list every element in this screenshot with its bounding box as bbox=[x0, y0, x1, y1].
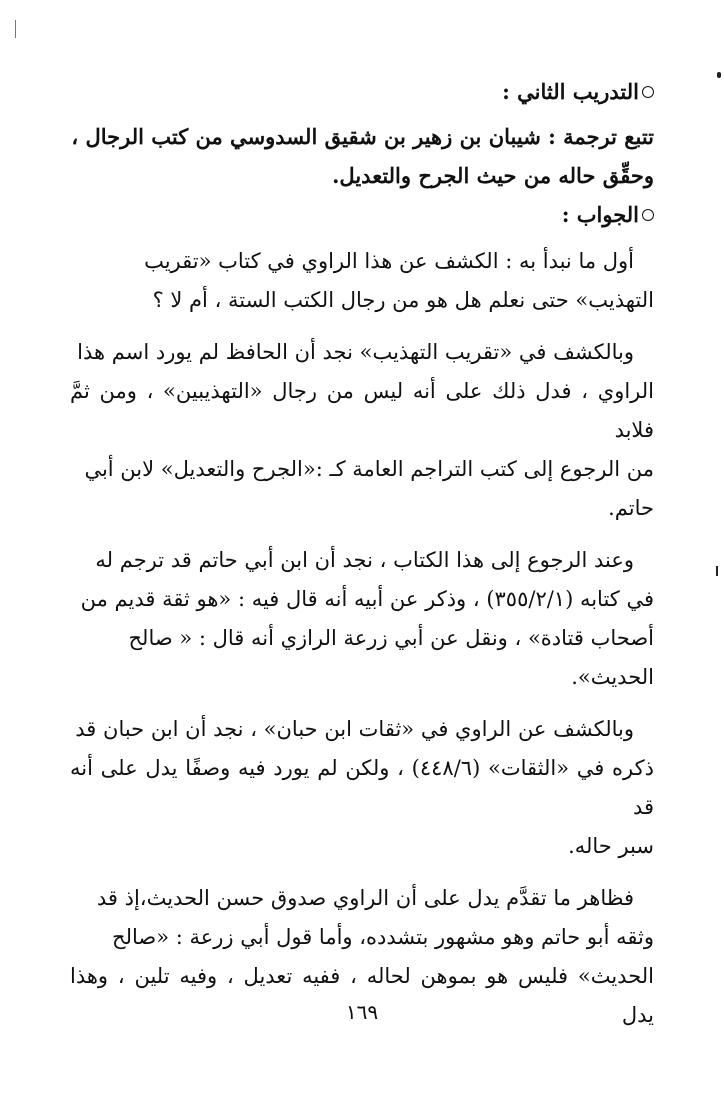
task-line: وحقِّق حاله من حيث الجرح والتعديل. bbox=[332, 163, 654, 188]
text-line: الحديث». bbox=[571, 665, 654, 689]
text-line: وثقه أبو حاتم وهو مشهور بتشدده، وأما قول أبي زرعة : «صالح bbox=[112, 925, 654, 949]
section-heading: التدريب الثاني : bbox=[70, 72, 654, 111]
paragraph bbox=[70, 333, 654, 528]
paragraph bbox=[70, 541, 654, 697]
margin-mark bbox=[717, 72, 721, 78]
text-line: أول ما نبدأ به : الكشف عن هذا الراوي في كتاب «تقريب bbox=[144, 249, 634, 273]
task-line: تتبع ترجمة : شيبان بن زهير بن شقيق السدوسي من كتب الرجال ، bbox=[71, 124, 654, 149]
text-line: فظاهر ما تقدَّم يدل على أن الراوي صدوق حسن الحديث،إذ قد bbox=[96, 886, 634, 910]
paragraph bbox=[70, 710, 654, 866]
text-line: حاتم. bbox=[608, 496, 654, 520]
text-line: التهذيب» حتى نعلم هل هو من رجال الكتب الستة ، أم لا ؟ bbox=[152, 288, 654, 312]
text-line: الراوي ، فدل ذلك على أنه ليس من رجال «التهذيبين» ، ومن ثمَّ فلابد bbox=[70, 379, 654, 442]
paragraph bbox=[70, 242, 654, 320]
answer-heading: الجواب : bbox=[70, 195, 654, 234]
text-line: سبر حاله. bbox=[568, 834, 654, 858]
text-line: في كتابه (٣٥٥/٢/١) ، وذكر عن أبيه أنه قال فيه : «هو ثقة قديم من bbox=[80, 587, 654, 611]
margin-mark bbox=[716, 566, 718, 576]
margin-mark bbox=[15, 20, 16, 38]
text-line: وعند الرجوع إلى هذا الكتاب ، نجد أن ابن أبي حاتم قد ترجم له bbox=[95, 548, 634, 572]
text-line: ذكره في «الثقات» (٤٤٨/٦) ، ولكن لم يورد فيه وصفًا يدل على أنه قد bbox=[70, 756, 654, 819]
text-line: الحديث» فليس هو بموهن لحاله ، ففيه تعديل ، وفيه تلين ، وهذا يدل bbox=[70, 964, 654, 1027]
text-line: من الرجوع إلى كتب التراجم العامة كـ :«الجرح والتعديل» لابن أبي bbox=[84, 457, 654, 481]
text-line: وبالكشف في «تقريب التهذيب» نجد أن الحافظ لم يورد اسم هذا bbox=[77, 340, 634, 364]
page-content bbox=[70, 72, 654, 1048]
circle-bullet-icon bbox=[642, 209, 654, 221]
circle-bullet-icon bbox=[642, 86, 654, 98]
text-line: وبالكشف عن الراوي في «ثقات ابن حبان» ، نجد أن ابن حبان قد bbox=[75, 717, 634, 741]
text-line: أصحاب قتادة» ، ونقل عن أبي زرعة الرازي أنه قال : « صالح bbox=[128, 626, 654, 650]
page-number: ١٦٩ bbox=[345, 1000, 379, 1024]
